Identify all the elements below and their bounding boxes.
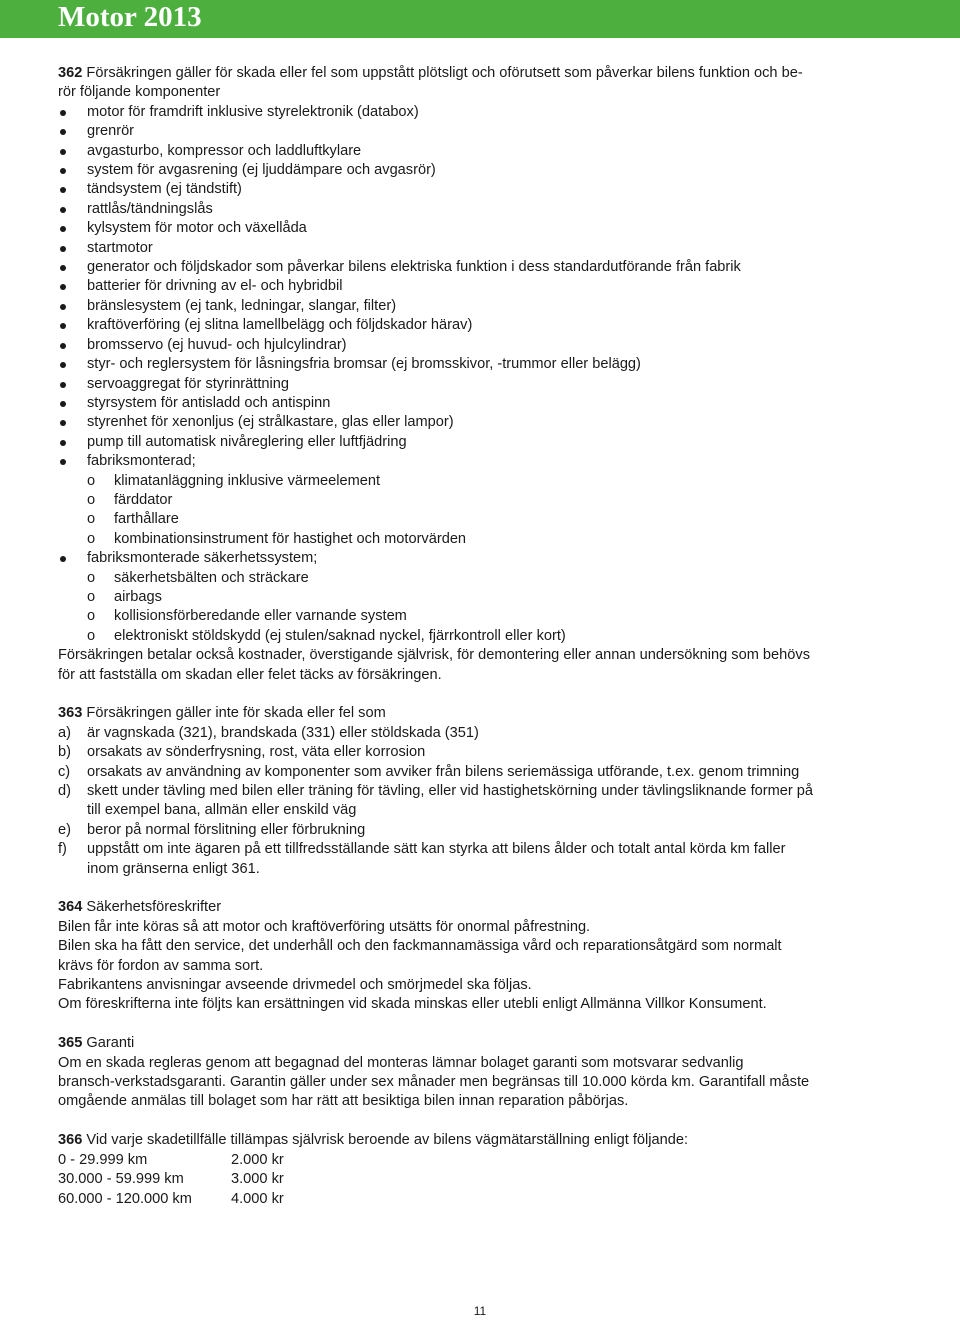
section-365-heading — [58, 1034, 908, 1053]
section-number: 362 — [58, 65, 83, 81]
list-item — [58, 180, 908, 199]
list-item-text: motor för framdrift inklusive styrelektronik (databox) — [87, 103, 419, 120]
sub-bullet-marker: o — [87, 588, 96, 605]
deductible-amount: 3.000 kr — [231, 1171, 284, 1188]
sub-list-item — [58, 510, 908, 529]
list-item-text: kraftöverföring (ej slitna lamellbelägg och följdskador härav) — [87, 317, 473, 334]
item-letter: a) — [58, 724, 71, 741]
bullet-icon — [60, 401, 66, 407]
sub-bullet-marker: o — [87, 511, 96, 528]
section-text: Försäkringen gäller för skada eller fel som uppstått plötsligt och oförutsett som påverkar bilens funktion och be- — [86, 65, 803, 81]
sub-list-item — [58, 491, 908, 510]
paragraph: Försäkringen betalar också kostnader, överstigande självrisk, för demontering eller annan undersökning som behövs — [58, 647, 810, 664]
list-item — [58, 297, 908, 316]
list-item — [58, 549, 908, 568]
sub-list-item-text: färddator — [114, 491, 173, 508]
section-text: Garanti — [86, 1035, 135, 1052]
list-item-text: avgasturbo, kompressor och laddluftkylare — [87, 142, 362, 159]
list-item — [58, 433, 908, 452]
list-item-text: tändsystem (ej tändstift) — [87, 181, 242, 198]
list-item-text: grenrör — [87, 123, 135, 140]
section-number: 365 — [58, 1035, 83, 1052]
sub-bullet-marker: o — [87, 627, 96, 644]
list-item-text: kylsystem för motor och växellåda — [87, 220, 307, 237]
sub-list-item — [58, 569, 908, 588]
text-line: bransch-verkstadsgaranti. Garantin gäller under sex månader men begränsas till 10.000 körda km. Garantifall måste — [58, 1074, 810, 1091]
section-363 — [58, 704, 908, 879]
section-number: 364 — [58, 899, 83, 916]
mileage-range: 30.000 - 59.999 km — [58, 1171, 184, 1188]
list-item — [58, 258, 908, 277]
sub-list-item-text: klimatanläggning inklusive värmeelement — [114, 472, 381, 489]
section-366-heading — [58, 1131, 908, 1150]
table-row — [58, 1190, 284, 1209]
list-item-text: styrenhet för xenonljus (ej strålkastare, glas eller lampor) — [87, 414, 454, 431]
header-bar — [0, 0, 960, 38]
bullet-icon — [60, 187, 66, 193]
lettered-list — [58, 724, 908, 879]
text-line: krävs för fordon av samma sort. — [58, 957, 264, 974]
sub-list-fabriksmonterad — [58, 472, 908, 550]
item-letter: b) — [58, 744, 71, 761]
bullet-list — [58, 103, 908, 472]
sub-list-item — [58, 607, 908, 626]
sub-list-item — [58, 588, 908, 607]
list-item-text: startmotor — [87, 239, 153, 256]
list-item-text: servoaggregat för styrinrättning — [87, 375, 289, 392]
sub-list-item-text: elektroniskt stöldskydd (ej stulen/saknad nyckel, fjärrkontroll eller kort) — [114, 627, 566, 644]
list-item — [58, 336, 908, 355]
list-item — [58, 452, 908, 471]
lettered-item — [58, 782, 908, 821]
text-line: Om en skada regleras genom att begagnad del monteras lämnar bolaget garanti som motsvarar sedvanlig — [58, 1054, 744, 1071]
list-item-text: rattlås/tändningslås — [87, 200, 213, 217]
item-text-line: är vagnskada (321), brandskada (331) eller stöldskada (351) — [87, 724, 479, 741]
text-line: omgående anmälas till bolaget som har rätt att besiktiga bilen innan reparation påbörjas. — [58, 1093, 629, 1110]
item-letter: e) — [58, 821, 71, 838]
list-item — [58, 122, 908, 141]
item-letter: c) — [58, 763, 71, 780]
bullet-icon — [60, 304, 66, 310]
list-item-text: generator och följdskador som påverkar bilens elektriska funktion i dess standardutförande från fabrik — [87, 259, 741, 276]
section-number: 366 — [58, 1132, 83, 1149]
bullet-icon — [60, 168, 66, 174]
list-item-text: system för avgasrening (ej ljuddämpare och avgasrör) — [87, 162, 436, 179]
list-item-text: fabriksmonterad; — [87, 453, 196, 470]
list-item — [58, 355, 908, 374]
list-item — [58, 239, 908, 258]
sub-list-item-text: airbags — [114, 588, 162, 605]
list-item — [58, 200, 908, 219]
lettered-item — [58, 840, 908, 879]
mileage-range: 60.000 - 120.000 km — [58, 1190, 192, 1207]
bullet-icon — [60, 556, 66, 562]
deductible-amount: 2.000 kr — [231, 1151, 284, 1168]
bullet-icon — [60, 440, 66, 446]
item-text-line: skett under tävling med bilen eller träning för tävling, eller vid hastighetskörning under tävlingsliknande former på — [87, 783, 814, 800]
section-364 — [58, 898, 908, 1014]
document-body — [58, 64, 908, 1209]
section-364-heading — [58, 898, 908, 917]
item-text-line: inom gränserna enligt 361. — [87, 860, 260, 877]
bullet-icon — [60, 226, 66, 232]
item-letter: f) — [58, 841, 67, 858]
sub-bullet-marker: o — [87, 472, 96, 489]
bullet-icon — [60, 207, 66, 213]
table-row — [58, 1170, 284, 1189]
bullet-icon — [60, 323, 66, 329]
bullet-icon — [60, 459, 66, 465]
section-362 — [58, 64, 908, 685]
list-item-text: styr- och reglersystem för låsningsfria bromsar (ej bromsskivor, -trummor eller belägg) — [87, 356, 641, 373]
sub-bullet-marker: o — [87, 491, 96, 508]
sub-list-item — [58, 472, 908, 491]
section-365 — [58, 1034, 908, 1112]
bullet-icon — [60, 265, 66, 271]
bullet-icon — [60, 343, 66, 349]
list-item — [58, 219, 908, 238]
page-number: 11 — [473, 1304, 487, 1318]
section-number: 363 — [58, 705, 83, 722]
section-text-continued: rör följande komponenter — [58, 84, 221, 101]
sub-list-item-text: kollisionsförberedande eller varnande system — [114, 608, 407, 625]
mileage-range: 0 - 29.999 km — [58, 1151, 148, 1168]
sub-bullet-marker: o — [87, 530, 96, 547]
sub-list-item-text: säkerhetsbälten och sträckare — [114, 569, 309, 586]
page-title: Motor 2013 — [58, 1, 202, 33]
sub-bullet-marker: o — [87, 608, 96, 625]
text-line: Om föreskrifterna inte följts kan ersättningen vid skada minskas eller utebli enligt Allmänna Villkor Konsument. — [58, 996, 767, 1013]
item-letter: d) — [58, 783, 71, 800]
item-text-line: beror på normal förslitning eller förbrukning — [87, 821, 366, 838]
text-line: Fabrikantens anvisningar avseende drivmedel och smörjmedel ska följas. — [58, 977, 532, 994]
sub-list-item — [58, 530, 908, 549]
list-item — [58, 413, 908, 432]
lettered-item — [58, 743, 908, 762]
sub-list-sakerhetssystem — [58, 569, 908, 647]
list-item — [58, 375, 908, 394]
bullet-icon — [60, 382, 66, 388]
bullet-icon — [60, 284, 66, 290]
section-362-heading — [58, 64, 908, 83]
deductible-amount: 4.000 kr — [231, 1190, 284, 1207]
text-line: Bilen får inte köras så att motor och kraftöverföring utsätts för onormal påfrestning. — [58, 918, 591, 935]
sub-list-item-text: farthållare — [114, 511, 179, 528]
table-row — [58, 1151, 284, 1170]
lettered-item — [58, 821, 908, 840]
item-text-line: orsakats av användning av komponenter som avviker från bilens seriemässiga utförande, t.ex. genom trimning — [87, 763, 800, 780]
lettered-item — [58, 724, 908, 743]
section-366 — [58, 1131, 908, 1209]
item-text-line: till exempel bana, allmän eller enskild väg — [87, 802, 357, 819]
list-item-text: batterier för drivning av el- och hybridbil — [87, 278, 343, 295]
list-item-text: bränslesystem (ej tank, ledningar, slangar, filter) — [87, 297, 397, 314]
text-line: Bilen ska ha fått den service, det underhåll och den fackmannamässiga vård och reparationsåtgärd som normalt — [58, 938, 782, 955]
section-363-heading — [58, 704, 908, 723]
section-text: Försäkringen gäller inte för skada eller fel som — [86, 705, 386, 722]
list-item-text: bromsservo (ej huvud- och hjulcylindrar) — [87, 336, 347, 353]
bullet-icon — [60, 129, 66, 135]
bullet-icon — [60, 420, 66, 426]
bullet-icon — [60, 149, 66, 155]
list-item — [58, 161, 908, 180]
list-item-text: fabriksmonterade säkerhetssystem; — [87, 550, 318, 567]
section-364-lines — [58, 918, 908, 1015]
lettered-item — [58, 763, 908, 782]
section-365-lines — [58, 1054, 908, 1112]
list-item-text: pump till automatisk nivåreglering eller luftfjädring — [87, 433, 407, 450]
list-item — [58, 316, 908, 335]
sub-bullet-marker: o — [87, 569, 96, 586]
bullet-icon — [60, 362, 66, 368]
item-text-line: uppstått om inte ägaren på ett tillfredsställande sätt kan styrka att bilens ålder och totalt antal körda km faller — [87, 841, 786, 858]
item-text-line: orsakats av sönderfrysning, rost, väta eller korrosion — [87, 744, 426, 761]
section-text: Vid varje skadetillfälle tillämpas självrisk beroende av bilens vägmätarställning enligt följande: — [86, 1132, 689, 1149]
sub-list-item — [58, 627, 908, 646]
list-item — [58, 103, 908, 122]
paragraph: för att fastställa om skadan eller felet täcks av försäkringen. — [58, 666, 442, 683]
list-item-text: styrsystem för antisladd och antispinn — [87, 394, 331, 411]
list-item — [58, 394, 908, 413]
sub-list-item-text: kombinationsinstrument för hastighet och motorvärden — [114, 530, 467, 547]
section-text: Säkerhetsföreskrifter — [86, 899, 222, 916]
list-item — [58, 277, 908, 296]
bullet-icon — [60, 110, 66, 116]
deductible-table — [58, 1151, 284, 1209]
list-item — [58, 142, 908, 161]
bullet-icon — [60, 246, 66, 252]
